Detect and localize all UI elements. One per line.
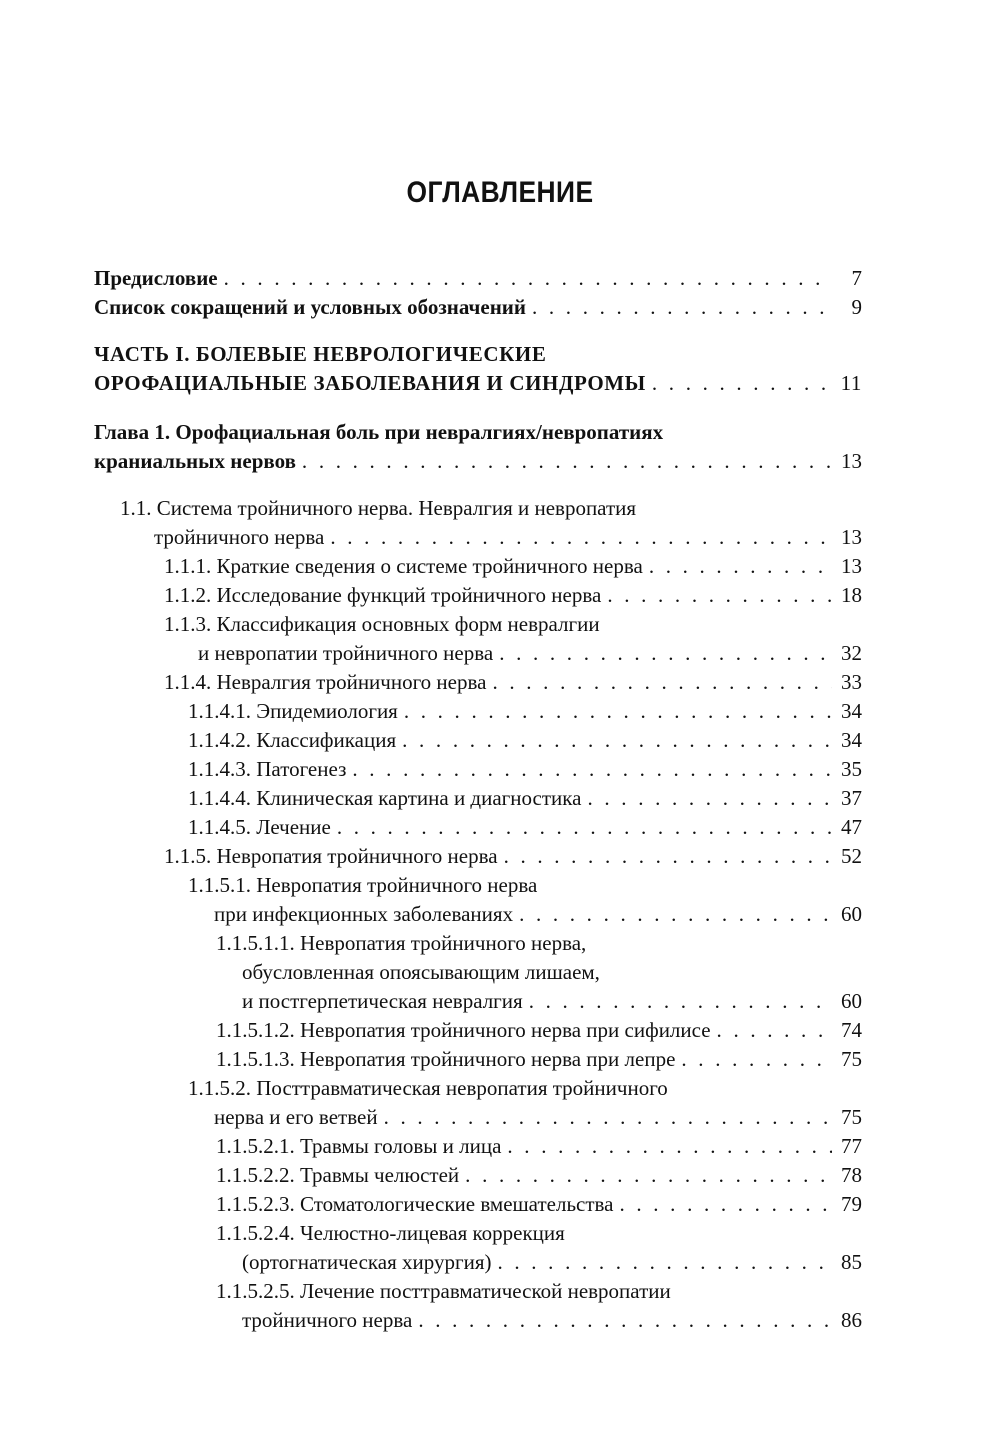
dot-leader: [519, 900, 832, 929]
toc-entry-label: 1.1.4.5. Лечение: [188, 815, 331, 839]
toc-entry[interactable]: [94, 697, 862, 726]
toc-entry-label: 1.1.5. Невропатия тройничного нерва: [164, 844, 498, 868]
toc-entry-label: и постгерпетическая невралгия: [242, 989, 523, 1013]
toc-page-number: 13: [841, 554, 862, 578]
toc-page-number: 33: [841, 670, 862, 694]
toc-entry-label: 1.1.5.2.1. Травмы головы и лица: [216, 1134, 502, 1158]
toc-entry[interactable]: [94, 610, 862, 668]
toc-entry-label-line: ЧАСТЬ I. БОЛЕВЫЕ НЕВРОЛОГИЧЕСКИЕ: [94, 342, 547, 366]
dot-leader: [588, 784, 833, 813]
toc-page-number: 11: [840, 371, 862, 395]
toc-entry-line: [94, 1132, 862, 1161]
toc-page-number: 75: [841, 1047, 862, 1071]
toc-entry-line: [94, 1248, 862, 1277]
toc-entry[interactable]: [94, 494, 862, 552]
toc-entry-label: 1.1.4.1. Эпидемиология: [188, 699, 398, 723]
dot-leader: [507, 1132, 832, 1161]
dot-leader: [681, 1045, 832, 1074]
toc-entry[interactable]: [94, 418, 862, 476]
toc-entry-line: [94, 1306, 862, 1335]
dot-leader: [497, 1248, 832, 1277]
toc-entry-label: ОРОФАЦИАЛЬНЫЕ ЗАБОЛЕВАНИЯ И СИНДРОМЫ: [94, 371, 646, 395]
toc-entry[interactable]: [94, 293, 862, 322]
toc-entry-label: 1.1.1. Краткие сведения о системе тройничного нерва: [164, 554, 643, 578]
toc-entry-line: [94, 987, 862, 1016]
toc-entry-label: Список сокращений и условных обозначений: [94, 295, 526, 319]
dot-leader: [224, 264, 832, 293]
toc-page-number: 75: [841, 1105, 862, 1129]
toc-entry[interactable]: [94, 1045, 862, 1074]
table-of-contents: [94, 264, 862, 1335]
toc-entry-line: [94, 581, 862, 610]
toc-entry-label: при инфекционных заболеваниях: [214, 902, 514, 926]
toc-entry-label: 1.1.5.2.2. Травмы челюстей: [216, 1163, 460, 1187]
toc-entry-label: и невропатии тройничного нерва: [198, 641, 494, 665]
toc-entry-label-line: 1.1.5.2. Посттравматическая невропатия тройничного: [188, 1076, 668, 1100]
toc-entry-label-line: 1.1.3. Классификация основных форм невралгии: [164, 612, 600, 636]
toc-entry[interactable]: [94, 340, 862, 398]
toc-entry[interactable]: [94, 668, 862, 697]
spacer: [94, 398, 862, 418]
toc-entry-line: [94, 1016, 862, 1045]
toc-entry[interactable]: [94, 842, 862, 871]
toc-entry-label-line: 1.1.5.1.1. Невропатия тройничного нерва,: [216, 931, 587, 955]
toc-page-number: 74: [841, 1018, 862, 1042]
toc-page-number: 52: [841, 844, 862, 868]
toc-entry-label-line: 1.1.5.2.4. Челюстно-лицевая коррекция: [216, 1221, 565, 1245]
toc-entry-label: Предисловие: [94, 266, 218, 290]
toc-entry-label: краниальных нервов: [94, 449, 296, 473]
toc-entry-label: 1.1.4.3. Патогенез: [188, 757, 347, 781]
dot-leader: [302, 447, 832, 476]
toc-entry-line: [94, 1161, 862, 1190]
toc-entry-label: тройничного нерва: [154, 525, 325, 549]
toc-entry-label: 1.1.2. Исследование функций тройничного нерва: [164, 583, 602, 607]
toc-entry-line: [94, 639, 862, 668]
toc-page-number: 7: [851, 266, 862, 290]
toc-entry[interactable]: [94, 929, 862, 1016]
toc-entry-line: [94, 668, 862, 697]
toc-entry-line: [94, 755, 862, 784]
toc-entry-label: 1.1.5.1.3. Невропатия тройничного нерва при лепре: [216, 1047, 676, 1071]
toc-entry-line: [94, 697, 862, 726]
dot-leader: [529, 987, 832, 1016]
toc-page-number: 47: [841, 815, 862, 839]
toc-entry-line: [94, 842, 862, 871]
toc-page-number: 13: [841, 525, 862, 549]
toc-entry[interactable]: [94, 1190, 862, 1219]
dot-leader: [717, 1016, 832, 1045]
toc-page-number: 13: [841, 449, 862, 473]
toc-entry-label: нерва и его ветвей: [214, 1105, 378, 1129]
dot-leader: [384, 1103, 832, 1132]
toc-entry-line: [94, 784, 862, 813]
toc-entry-label-line: 1.1. Система тройничного нерва. Невралгия и невропатия: [120, 496, 637, 520]
toc-entry-label-line: обусловленная опоясывающим лишаем,: [242, 960, 600, 984]
dot-leader: [352, 755, 832, 784]
toc-page-number: 60: [841, 902, 862, 926]
toc-entry-label: 1.1.5.1.2. Невропатия тройничного нерва при сифилисе: [216, 1018, 711, 1042]
toc-page-number: 77: [841, 1134, 862, 1158]
toc-entry[interactable]: [94, 552, 862, 581]
toc-entry-label-line: 1.1.5.2.5. Лечение посттравматической невропатии: [216, 1279, 671, 1303]
toc-page-number: 18: [841, 583, 862, 607]
dot-leader: [532, 293, 832, 322]
toc-entry[interactable]: [94, 784, 862, 813]
toc-entry[interactable]: [94, 264, 862, 293]
toc-entry-line: [94, 369, 862, 398]
toc-entry-label: 1.1.5.2.3. Стоматологические вмешательства: [216, 1192, 614, 1216]
dot-leader: [402, 726, 832, 755]
toc-page-number: 86: [841, 1308, 862, 1332]
toc-page-number: 85: [841, 1250, 862, 1274]
dot-leader: [330, 523, 832, 552]
dot-leader: [652, 369, 832, 398]
toc-entry-label-line: Глава 1. Орофациальная боль при невралгиях/невропатиях: [94, 420, 664, 444]
toc-page-number: 32: [841, 641, 862, 665]
spacer: [94, 476, 862, 494]
toc-entry-line: [94, 523, 862, 552]
dot-leader: [404, 697, 832, 726]
toc-entry[interactable]: [94, 581, 862, 610]
toc-entry[interactable]: [94, 726, 862, 755]
toc-entry-line: [94, 1103, 862, 1132]
toc-entry[interactable]: [94, 871, 862, 929]
toc-page-number: 9: [851, 295, 862, 319]
dot-leader: [619, 1190, 832, 1219]
toc-entry[interactable]: [94, 1277, 862, 1335]
toc-page-number: 78: [841, 1163, 862, 1187]
page-title: ОГЛАВЛЕНИЕ: [406, 176, 594, 209]
toc-entry-label: тройничного нерва: [242, 1308, 413, 1332]
toc-entry[interactable]: [94, 813, 862, 842]
toc-entry-line: [94, 552, 862, 581]
dot-leader: [499, 639, 832, 668]
toc-page-number: 79: [841, 1192, 862, 1216]
toc-entry[interactable]: [94, 1219, 862, 1277]
toc-page-number: 34: [841, 699, 862, 723]
toc-entry[interactable]: [94, 755, 862, 784]
toc-entry-label: 1.1.4.4. Клиническая картина и диагностика: [188, 786, 582, 810]
toc-entry-label-line: 1.1.5.1. Невропатия тройничного нерва: [188, 873, 538, 897]
spacer: [94, 322, 862, 340]
toc-entry-line: [94, 1190, 862, 1219]
dot-leader: [418, 1306, 832, 1335]
toc-page-number: 37: [841, 786, 862, 810]
toc-page-number: 34: [841, 728, 862, 752]
toc-entry-line: [94, 447, 862, 476]
dot-leader: [607, 581, 832, 610]
toc-entry-line: [94, 900, 862, 929]
toc-entry-label: 1.1.4.2. Классификация: [188, 728, 397, 752]
toc-entry-line: [94, 293, 862, 322]
toc-entry[interactable]: [94, 1016, 862, 1045]
toc-entry-line: [94, 1045, 862, 1074]
toc-entry-label: 1.1.4. Невралгия тройничного нерва: [164, 670, 487, 694]
dot-leader: [649, 552, 832, 581]
dot-leader: [465, 1161, 832, 1190]
dot-leader: [337, 813, 832, 842]
toc-page-number: 35: [841, 757, 862, 781]
toc-entry-line: [94, 264, 862, 293]
dot-leader: [504, 842, 832, 871]
toc-entry-line: [94, 813, 862, 842]
toc-entry-line: [94, 726, 862, 755]
toc-entry[interactable]: [94, 1132, 862, 1161]
toc-page-number: 60: [841, 989, 862, 1013]
dot-leader: [492, 668, 832, 697]
toc-entry[interactable]: [94, 1161, 862, 1190]
toc-entry[interactable]: [94, 1074, 862, 1132]
toc-entry-label: (ортогнатическая хирургия): [242, 1250, 492, 1274]
